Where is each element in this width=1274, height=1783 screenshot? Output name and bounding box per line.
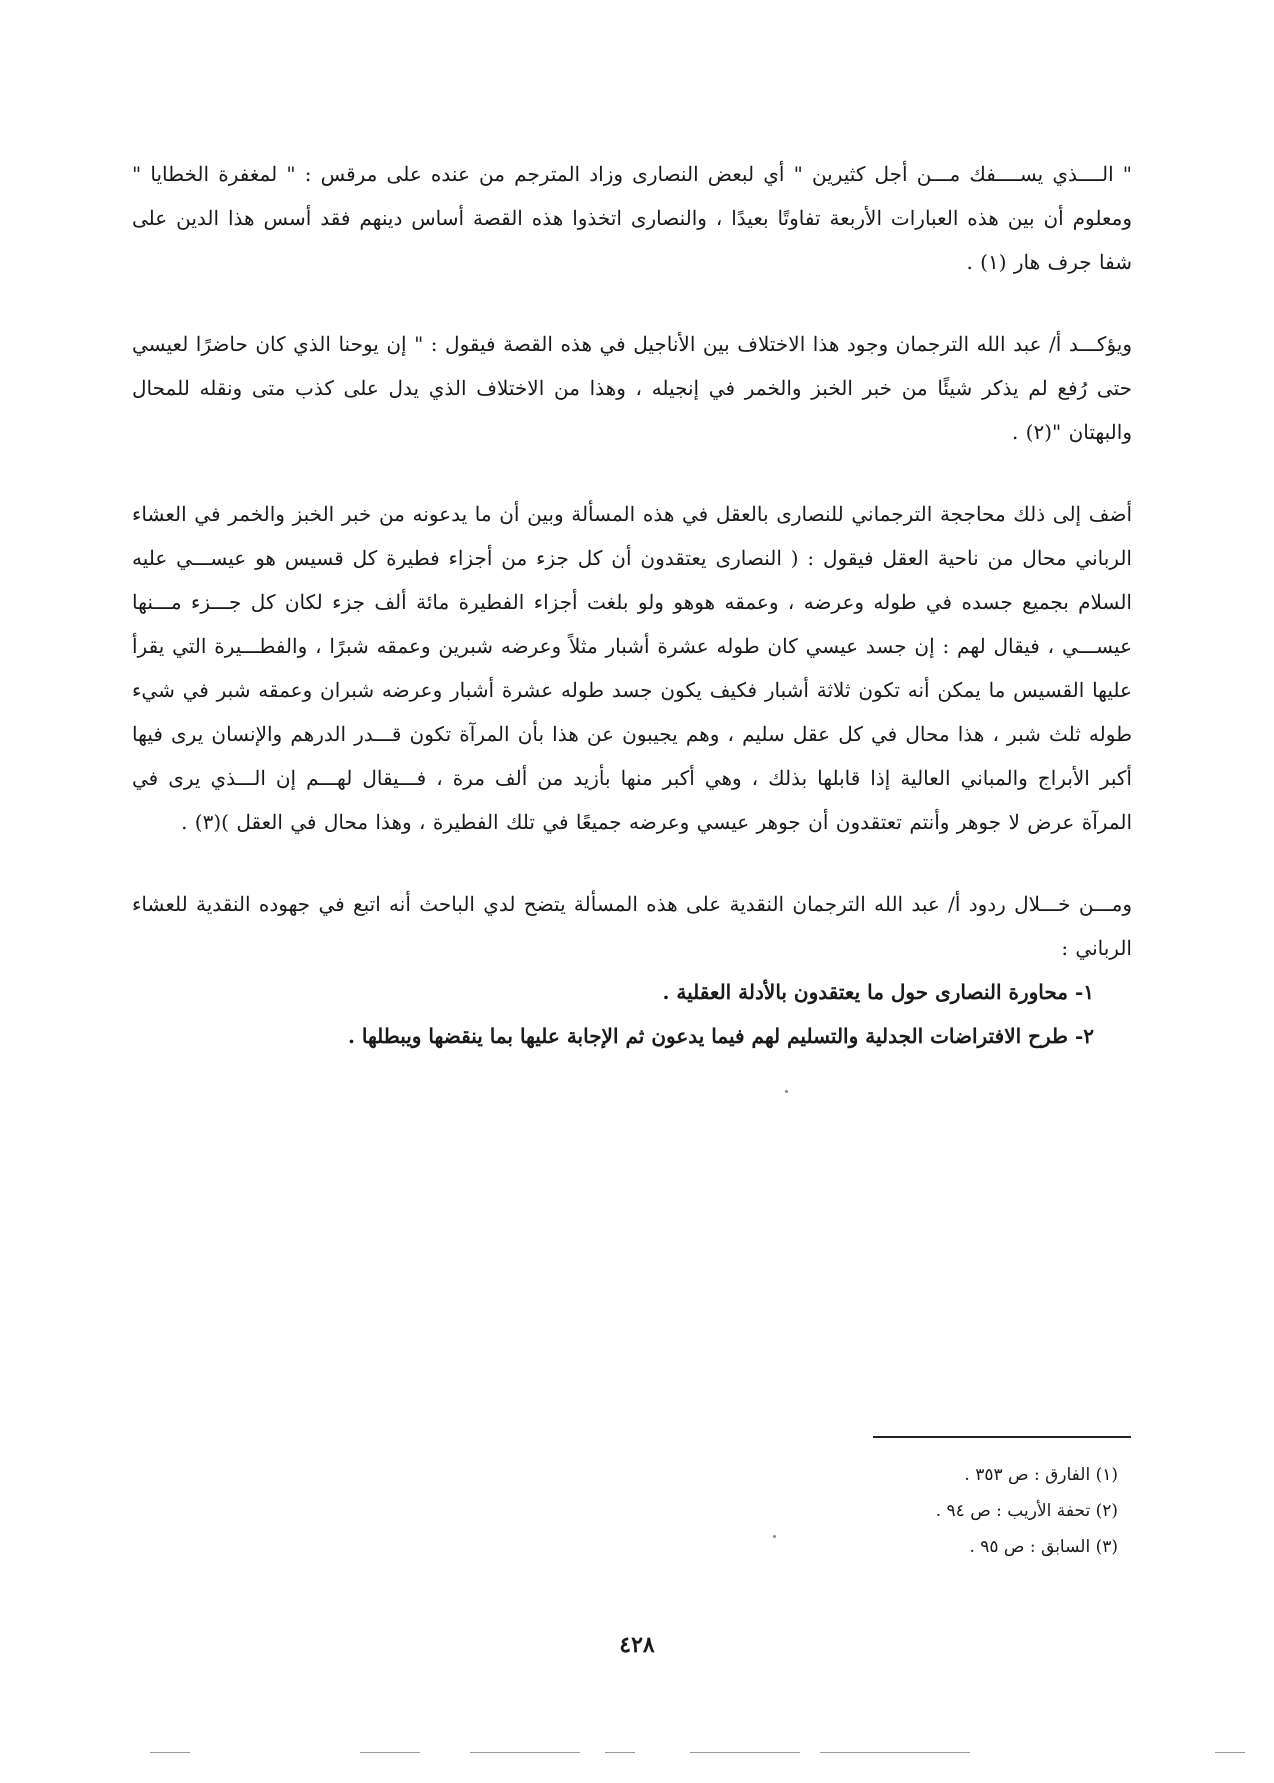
paragraph-2: ويؤكـــد أ/ عبد الله الترجمان وجود هذا الاختلاف بين الأناجيل في هذه القصة فيقول : " إن يوحنا الذي كان حاضرًا لعيسي حتى رُفع لم يذكر شيئًا من خبر الخبز والخمر في إنجيله ، وهذا من الاختلاف الذي يدل على كذب متى ونقله للمحال والبهتان "(٢) . bbox=[132, 332, 1132, 444]
footnote: (١) الفارق : ص ٣٥٣ . bbox=[964, 1465, 1118, 1485]
paragraph-1: " الــــذي يســــفك مـــن أجل كثيرين " أي لبعض النصارى وزاد المترجم من عنده على مرقس : " لمغفرة الخطايا " ومعلوم أن بين هذه العبارات الأربعة تفاوتًا بعيدًا ، والنصارى اتخذوا هذه القصة أساس دينهم فقد أسس هذا الدين على شفا جرف هار (١) . bbox=[132, 162, 1132, 274]
points-list bbox=[132, 970, 1132, 1058]
scan-artifact-line bbox=[1215, 1752, 1245, 1753]
scan-artifact-dot bbox=[785, 1090, 788, 1093]
list-item: ١- محاورة النصارى حول ما يعتقدون بالأدلة العقلية . bbox=[662, 980, 1094, 1004]
paragraph-3: أضف إلى ذلك محاججة الترجماني للنصارى بالعقل في هذه المسألة وبين أن ما يدعونه من خبر الخبز والخمر في العشاء الرباني محال من ناحية العقل فيقول : ( النصارى يعتقدون أن كل جزء من أجزاء فطيرة كل قسيس هو عيســـي عليه السلام بجميع جسده في طوله وعرضه ، وعمقه هوهو ولو بلغت أجزاء الفطيرة مائة ألف جزء لكان كل جـــزء مـــنها عيســـي ، فيقال لهم : إن جسد عيسي كان طوله عشرة أشبار مثلاً وعرضه شبرين وعمقه شبرًا ، والفطـــيرة التي يقرأ عليها القسيس ما يمكن أنه تكون ثلاثة أشبار فكيف يكون جسد طوله عشرة أشبار وعرضه شبران وعمقه شبر في شيء طوله ثلث شبر ، هذا محال في كل عقل سليم ، وهم يجيبون عن هذا بأن المرآة تكون قـــدر الدرهم والإنسان يرى فيها أكبر الأبراج والمباني العالية إذا قابلها بذلك ، وهي أكبر منها بأزيد من ألف مرة ، فـــيقال لهـــم إن الـــذي يرى في المرآة عرض لا جوهر وأنتم تعتقدون أن جوهر عيسي وعرضه جميعًا في تلك الفطيرة ، وهذا محال في العقل )(٣) . bbox=[132, 502, 1133, 834]
footnote: (٣) السابق : ص ٩٥ . bbox=[969, 1537, 1118, 1557]
list-item: ٢- طرح الافتراضات الجدلية والتسليم لهم فيما يدعون ثم الإجابة عليها بما ينقضها ويبطلها . bbox=[347, 1024, 1094, 1048]
main-text bbox=[132, 152, 1132, 1058]
scan-artifact-line bbox=[470, 1752, 580, 1753]
paragraph-4: ومـــن خـــلال ردود أ/ عبد الله الترجمان النقدية على هذه المسألة يتضح لدي الباحث أنه اتبع في جهوده النقدية للعشاء الرباني : bbox=[132, 892, 1132, 960]
page-number: ٤٢٨ bbox=[619, 1632, 655, 1658]
scan-artifact-line bbox=[605, 1752, 635, 1753]
scan-artifact-line bbox=[690, 1752, 800, 1753]
scan-artifact-line bbox=[150, 1752, 190, 1753]
scan-artifact-line bbox=[360, 1752, 420, 1753]
scan-artifact-dot bbox=[773, 1535, 776, 1538]
footnotes bbox=[600, 1457, 1118, 1565]
scan-artifact-line bbox=[820, 1752, 970, 1753]
footnote: (٢) تحفة الأريب : ص ٩٤ . bbox=[935, 1501, 1118, 1521]
footnote-separator bbox=[873, 1436, 1131, 1438]
